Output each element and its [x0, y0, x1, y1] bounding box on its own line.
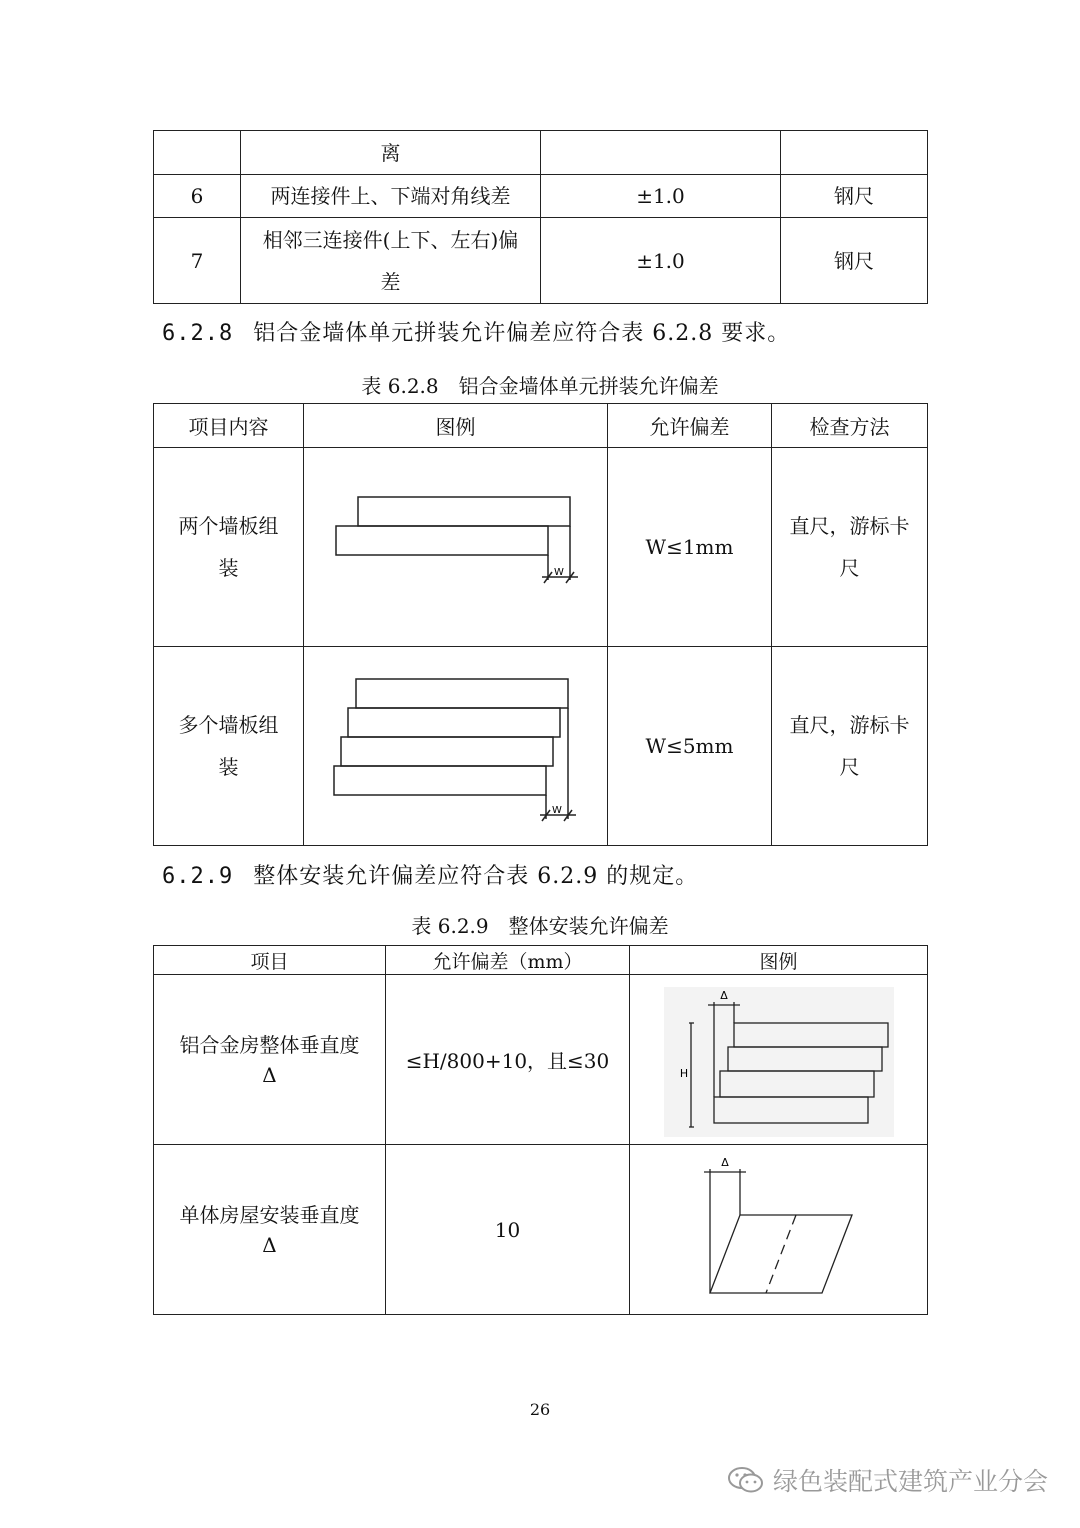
table-row	[154, 1145, 928, 1315]
delta-label: Δ	[720, 1155, 729, 1169]
item-line: 装	[218, 556, 239, 580]
item-cell: 离	[241, 131, 541, 175]
item-line: 相邻三连接件(上下、左右)偏	[262, 227, 519, 252]
multi-panel-assembly-diagram	[306, 649, 606, 844]
wall-unit-assembly-table	[153, 403, 928, 846]
item-line: Δ	[262, 1062, 277, 1087]
method-line: 直尺，游标卡	[789, 713, 910, 737]
overall-verticality-diagram	[634, 977, 924, 1143]
figure-cell	[630, 975, 928, 1145]
method-line: 直尺，游标卡	[789, 514, 910, 538]
figure-cell	[304, 647, 608, 846]
column-header: 图例	[630, 946, 928, 975]
item-line: 两个墙板组	[178, 514, 279, 538]
section-heading-628	[162, 316, 790, 347]
item-cell	[154, 448, 304, 647]
single-house-verticality-diagram	[634, 1147, 924, 1313]
method-cell: 钢尺	[781, 218, 928, 304]
item-cell	[154, 647, 304, 846]
tolerance-cell: W≤5mm	[608, 647, 772, 846]
panel-1	[356, 679, 568, 708]
item-cell	[154, 975, 386, 1145]
method-cell: 钢尺	[781, 175, 928, 218]
column-header: 项目内容	[154, 404, 304, 448]
panel-4	[334, 766, 546, 795]
table-row	[154, 218, 928, 304]
item-line: 铝合金房整体垂直度	[179, 1032, 360, 1057]
center-dashed-line	[766, 1215, 796, 1293]
tolerance-cell: 10	[386, 1145, 630, 1315]
method-line: 尺	[839, 755, 860, 779]
figure-cell	[304, 448, 608, 647]
item-line: 装	[218, 755, 239, 779]
column-header: 允许偏差	[608, 404, 772, 448]
wechat-icon	[727, 1465, 765, 1495]
two-panel-assembly-diagram	[306, 450, 606, 645]
method-cell	[772, 448, 928, 647]
watermark	[727, 1462, 1048, 1498]
item-cell: 两连接件上、下端对角线差	[241, 175, 541, 218]
item-cell	[241, 218, 541, 304]
lower-panel	[336, 526, 548, 555]
tolerance-cell	[541, 131, 781, 175]
table-caption-628: 表 6.2.8 铝合金墙体单元拼装允许偏差	[361, 374, 719, 398]
item-line: Δ	[262, 1232, 277, 1257]
table-row	[154, 975, 928, 1145]
column-header: 项目	[154, 946, 386, 975]
tolerance-cell: ±1.0	[541, 218, 781, 304]
table-caption-629: 表 6.2.9 整体安装允许偏差	[411, 914, 669, 938]
table-row	[154, 175, 928, 218]
method-cell	[772, 647, 928, 846]
panel-2	[348, 708, 560, 737]
height-label: H	[679, 1066, 688, 1080]
row-number	[154, 131, 241, 175]
page-number: 26	[529, 1400, 551, 1419]
method-cell	[781, 131, 928, 175]
section-text: 铝合金墙体单元拼装允许偏差应符合表 6.2.8 要求。	[253, 321, 791, 346]
panel-3	[341, 737, 553, 766]
delta-label: Δ	[719, 988, 728, 1002]
w-label: W	[551, 804, 562, 816]
deviation-table-continued	[153, 130, 928, 304]
section-text: 整体安装允许偏差应符合表 6.2.9 的规定。	[253, 864, 699, 889]
item-cell	[154, 1145, 386, 1315]
watermark-text: 绿色装配式建筑产业分会	[772, 1467, 1048, 1496]
method-line: 尺	[839, 556, 860, 580]
table-header-row	[154, 946, 928, 975]
table-row	[154, 448, 928, 647]
overall-installation-table	[153, 945, 928, 1315]
table-row	[154, 647, 928, 846]
tolerance-cell: ≤H/800+10，且≤30	[386, 975, 630, 1145]
row-number: 7	[154, 218, 241, 304]
figure-cell	[630, 1145, 928, 1315]
column-header: 检查方法	[772, 404, 928, 448]
tolerance-cell: W≤1mm	[608, 448, 772, 647]
table-row	[154, 131, 928, 175]
section-number: 6.2.9	[162, 864, 234, 889]
item-line: 多个墙板组	[178, 713, 279, 737]
column-header: 允许偏差（mm）	[386, 946, 630, 975]
item-line: 单体房屋安装垂直度	[179, 1202, 360, 1227]
section-heading-629	[162, 859, 698, 890]
column-header: 图例	[304, 404, 608, 448]
w-label: W	[553, 566, 564, 578]
item-line: 差	[380, 269, 401, 294]
table-header-row	[154, 404, 928, 448]
upper-panel	[358, 497, 570, 526]
row-number: 6	[154, 175, 241, 218]
tolerance-cell: ±1.0	[541, 175, 781, 218]
section-number: 6.2.8	[162, 321, 234, 346]
